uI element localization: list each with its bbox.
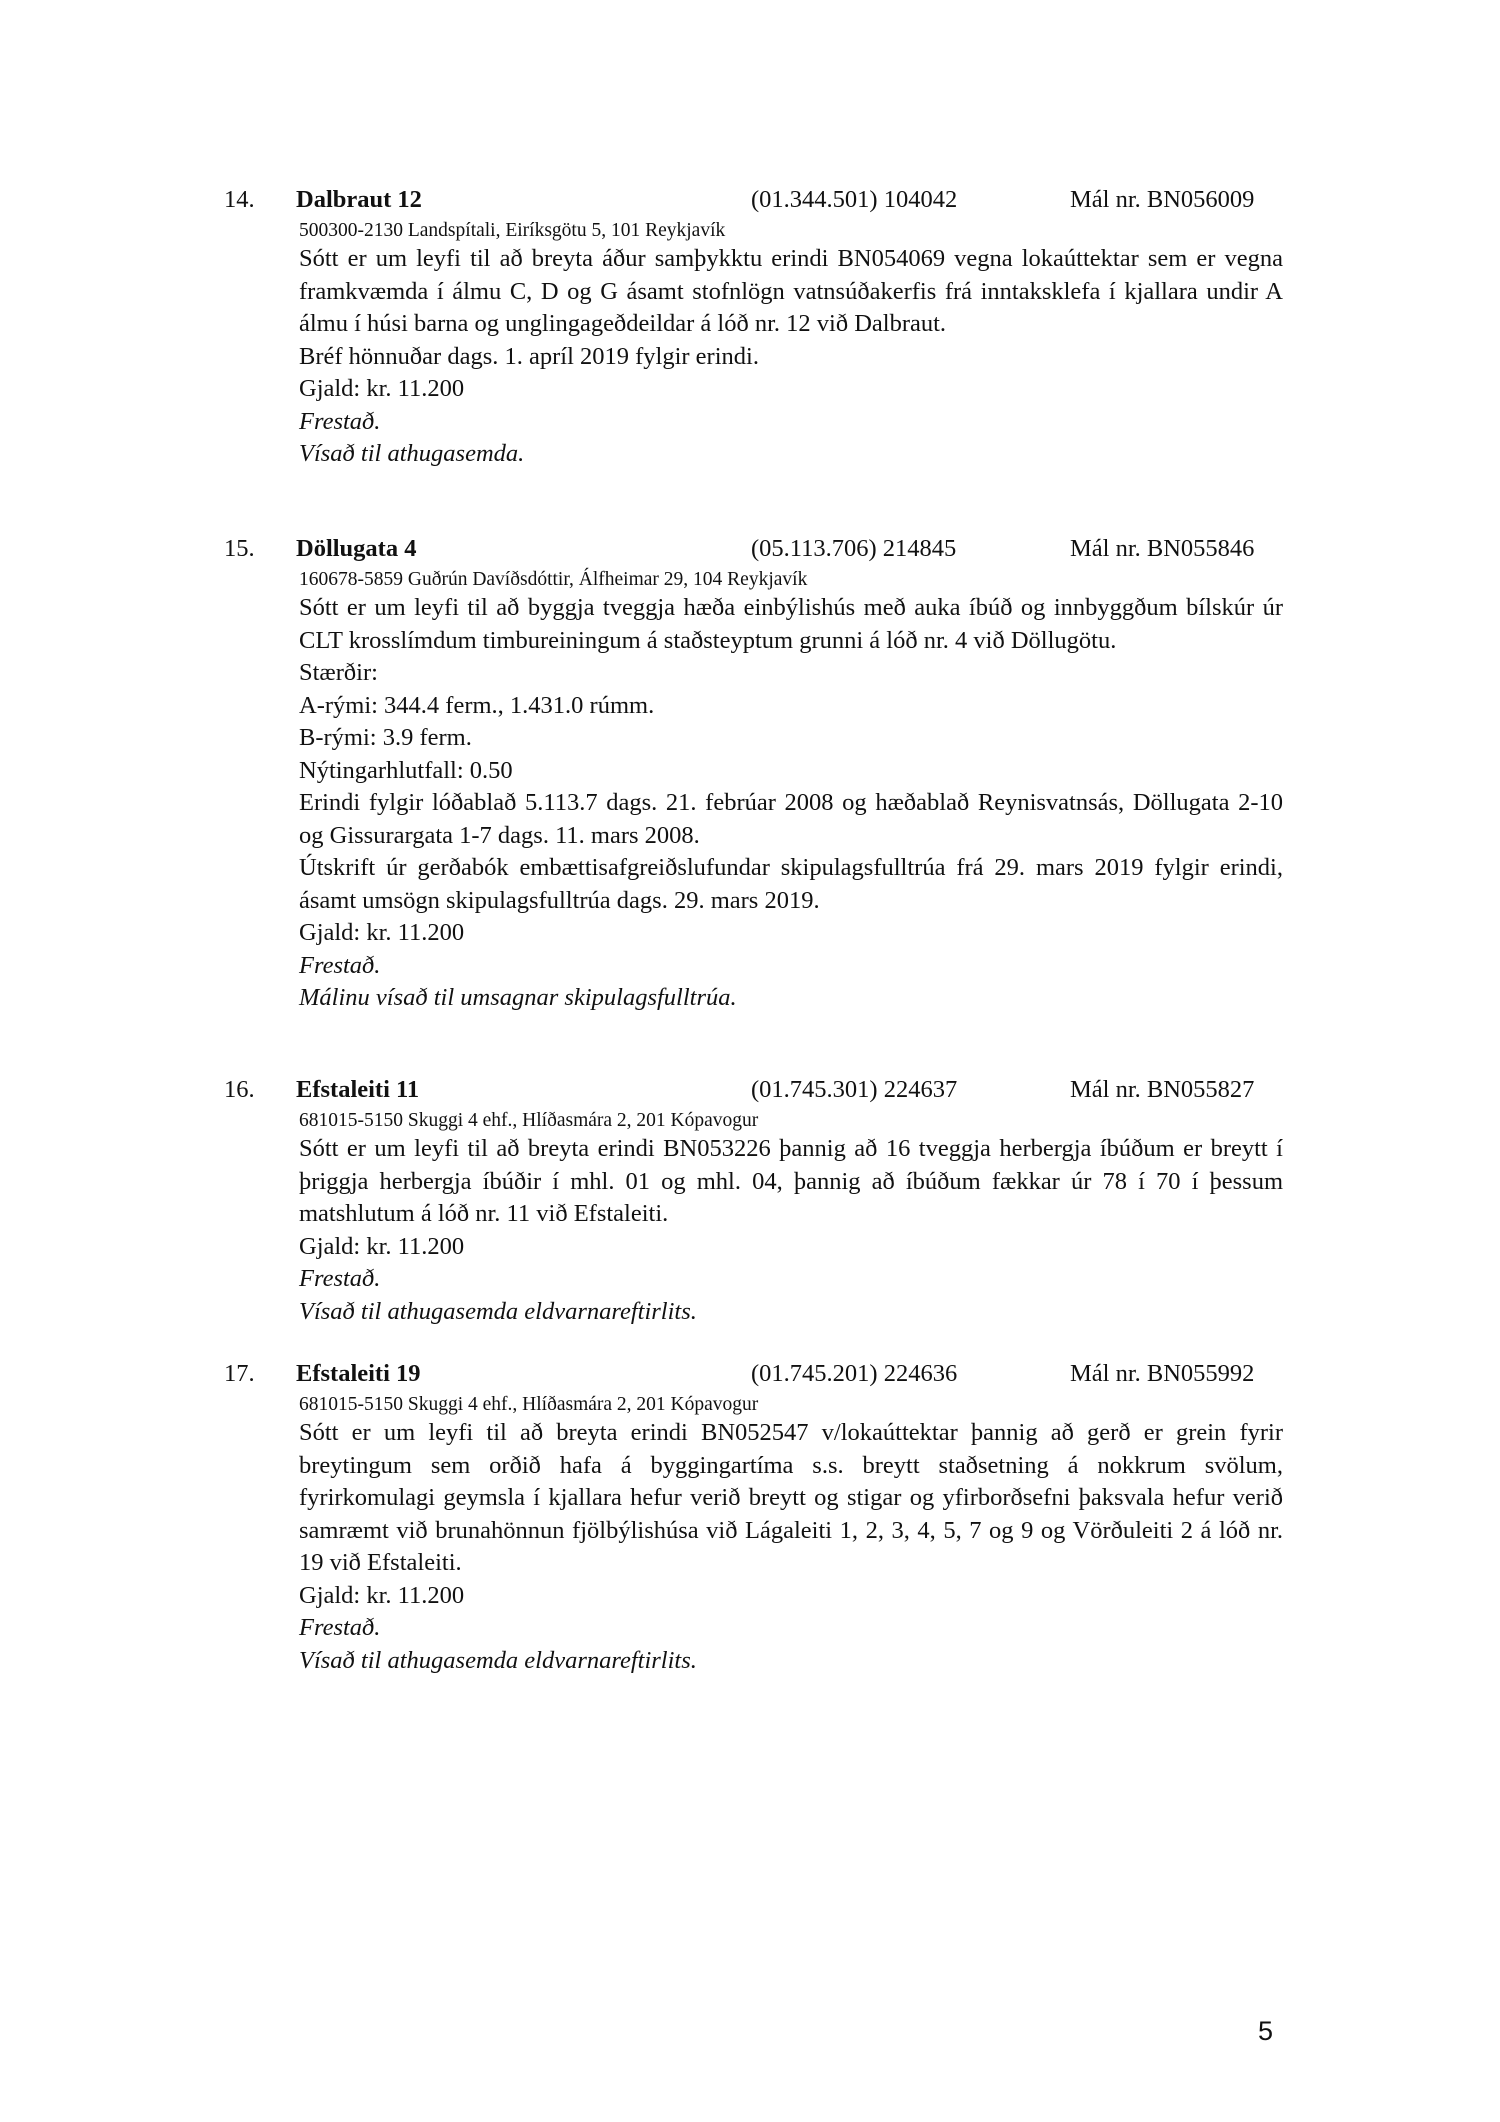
entry-description: Sótt er um leyfi til að breyta erindi BN053226 þannig að 16 tveggja herbergja íbúðum er breytt í þriggja herbergja íbúðir í mhl. 01 og mhl. 04, þannig að íbúðum fækkar úr 78 í 70 í þessum matshlutum á lóð nr. 11 við Efstaleiti. [299,1135,1283,1227]
entry-description: Sótt er um leyfi til að byggja tveggja hæða einbýlishús með auka íbúð og innbyggðum bílskúr úr CLT krosslímdum timbureiningum á staðsteyptum grunni á lóð nr. 4 við Döllugötu. [299,594,1283,654]
entry-referral: Vísað til athugasemda eldvarnareftirlits. [299,1646,697,1674]
entry-case-number: Mál nr. BN056009 [1070,186,1255,213]
entry-fee: Gjald: kr. 11.200 [299,1581,465,1609]
entry-applicant: 681015-5150 Skuggi 4 ehf., Hlíðasmára 2, 201 Kópavogur [299,1110,759,1131]
entry-referral: Vísað til athugasemda eldvarnareftirlits. [299,1297,697,1325]
entry-address: Dalbraut 12 [296,186,422,213]
entry-number: 17. [224,1360,255,1387]
entry-size-a: A-rými: 344.4 ferm., 1.431.0 rúmm. [299,691,655,719]
entry-attachment: Bréf hönnuðar dags. 1. apríl 2019 fylgir erindi. [299,342,759,370]
entry-case-number: Mál nr. BN055846 [1070,535,1255,562]
entry-applicant: 681015-5150 Skuggi 4 ehf., Hlíðasmára 2, 201 Kópavogur [299,1394,759,1415]
entry-fee: Gjald: kr. 11.200 [299,1232,465,1260]
entry-number: 16. [224,1076,255,1103]
entry-decision: Frestað. [299,1265,381,1292]
page-number: 5 [1258,2016,1274,2046]
entry-land-number: (01.745.301) 224637 [751,1076,958,1103]
entry-applicant: 160678-5859 Guðrún Davíðsdóttir, Álfheimar 29, 104 Reykjavík [299,569,808,590]
entry-fee: Gjald: kr. 11.200 [299,919,465,946]
entry-address: Efstaleiti 11 [296,1076,420,1103]
entry-referral: Málinu vísað til umsagnar skipulagsfulltrúa. [299,984,737,1011]
entry-decision: Frestað. [299,951,381,979]
entry-size-b: B-rými: 3.9 ferm. [299,724,472,751]
entry-attachment: Erindi fylgir lóðablað 5.113.7 dags. 21. febrúar 2008 og hæðablað Reynisvatnsás, Döllugata 2-10 og Gissurargata 1-7 dags. 11. mars 2008. [299,789,1283,849]
entry-applicant: 500300-2130 Landspítali, Eiríksgötu 5, 101 Reykjavík [299,220,726,241]
entry-land-number: (01.745.201) 224636 [751,1360,958,1387]
entry-land-number: (01.344.501) 104042 [751,186,958,213]
entry-address: Döllugata 4 [296,535,417,562]
entry-number: 15. [224,535,255,562]
entry-land-number: (05.113.706) 214845 [751,535,957,562]
entry-referral: Vísað til athugasemda. [299,440,525,467]
entry-address: Efstaleiti 19 [296,1360,421,1387]
entry-body [299,1133,1283,1328]
entry-decision: Frestað. [299,1614,381,1641]
entry-case-number: Mál nr. BN055827 [1070,1076,1255,1103]
entry-sizes-heading: Stærðir: [299,659,378,686]
entry-decision: Frestað. [299,407,381,435]
entry-case-number: Mál nr. BN055992 [1070,1360,1255,1387]
entry-body [299,243,1283,471]
entry-body [299,1417,1283,1677]
entry-ratio: Nýtingarhlutfall: 0.50 [299,756,513,784]
entry-number: 14. [224,186,255,213]
entry-description: Sótt er um leyfi til að breyta erindi BN052547 v/lokaúttektar þannig að gerð er grein fyrir breytingum sem orðið hafa á byggingartíma s.s. breytt staðsetning á nokkrum svölum, fyrirkomulagi geymsla í kjallara hefur verið breytt og stigar og yfirborðsefni þaksvala hefur verið samræmt við brunahönnun fjölbýlishúsa við Lágaleiti 1, 2, 3, 4, 5, 7 og 9 og Vörðuleiti 2 á lóð nr. 19 við Efstaleiti. [299,1419,1283,1576]
entry-fee: Gjald: kr. 11.200 [299,375,465,402]
entry-description: Sótt er um leyfi til að breyta áður samþykktu erindi BN054069 vegna lokaúttektar sem er vegna framkvæmda í álmu C, D og G ásamt stofnlögn vatnsúðakerfis frá inntaksklefa í kjallara undir A álmu í húsi barna og unglingageðdeildar á lóð nr. 12 við Dalbraut. [299,245,1283,337]
entry-extract: Útskrift úr gerðabók embættisafgreiðslufundar skipulagsfulltrúa frá 29. mars 2019 fylgir erindi, ásamt umsögn skipulagsfulltrúa dags. 29. mars 2019. [299,854,1283,914]
entry-body [299,592,1283,1015]
